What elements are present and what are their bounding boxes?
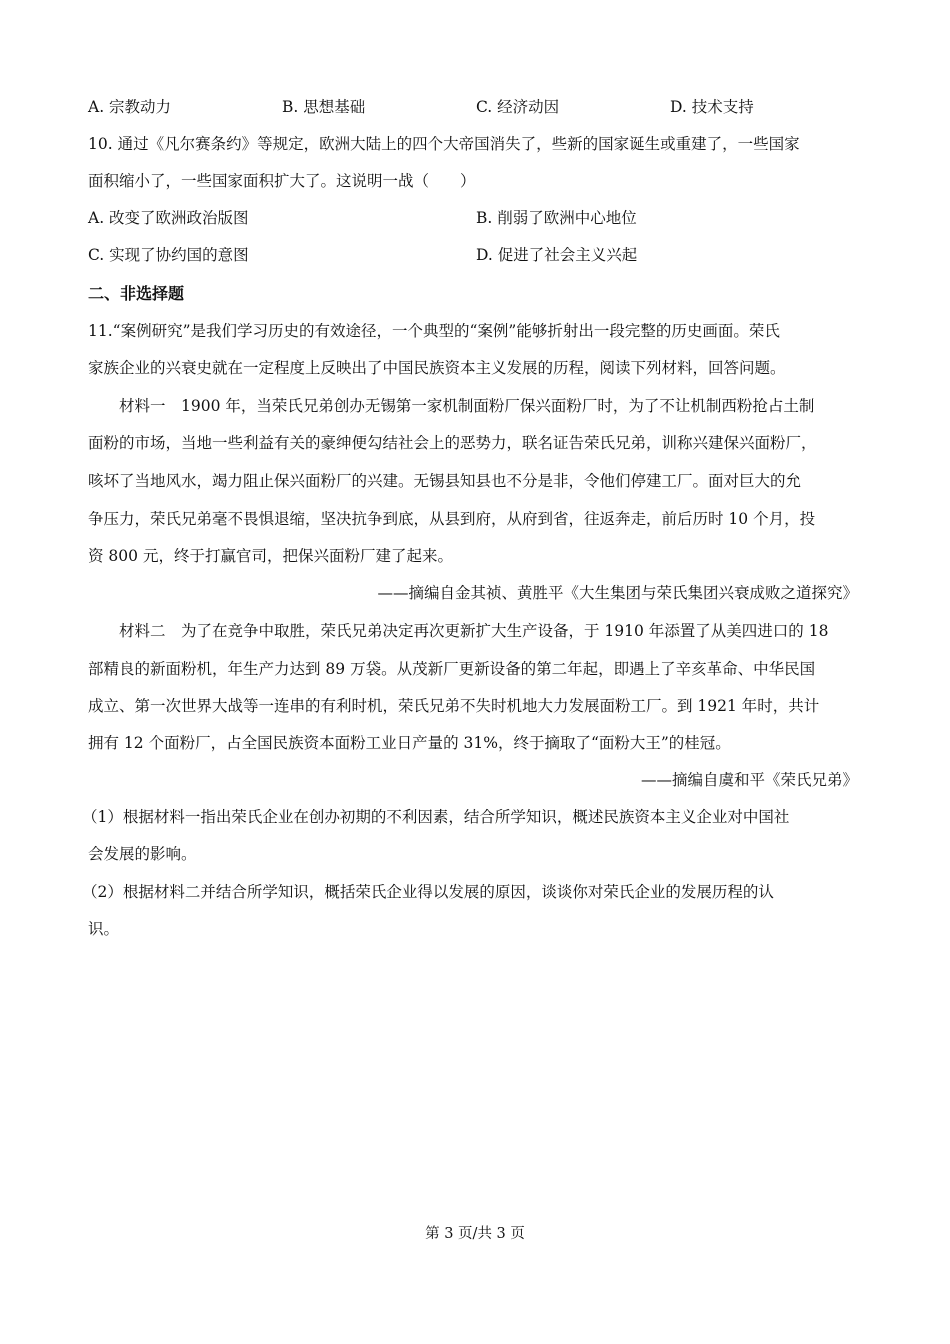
material2-line3: 成立、第一次世界大战等一连串的有利时机，荣氏兄弟不失时机地大力发展面粉工厂。到 1921 年时，共计 xyxy=(88,697,820,715)
material2-source: ——摘编自虞和平《荣氏兄弟》 xyxy=(640,771,858,789)
q10-option-c: C. 实现了协约国的意图 xyxy=(88,246,249,264)
subquestion2-line1: （2）根据材料二并结合所学知识，概括荣氏企业得以发展的原因，谈谈你对荣氏企业的发展历程的认 xyxy=(82,883,774,901)
q9-option-a: A. 宗教动力 xyxy=(88,98,172,116)
page-footer: 第 3 页/共 3 页 xyxy=(425,1226,525,1242)
q9-option-c: C. 经济动因 xyxy=(476,98,560,116)
material1-line3: 咳坏了当地风水，竭力阻止保兴面粉厂的兴建。无锡县知县也不分是非，令他们停建工厂。面对巨大的允 xyxy=(88,472,802,490)
material1-line5: 资 800 元，终于打赢官司，把保兴面粉厂建了起来。 xyxy=(88,547,453,565)
material1-line1: 材料一 1900 年，当荣氏兄弟创办无锡第一家机制面粉厂保兴面粉厂时，为了不让机制西粉抢占土制 xyxy=(119,397,815,415)
q10-option-d: D. 促进了社会主义兴起 xyxy=(476,246,638,264)
section-title: 二、非选择题 xyxy=(88,284,185,303)
q10-option-b: B. 削弱了欧洲中心地位 xyxy=(476,209,637,227)
q10-stem-line1: 10. 通过《凡尔赛条约》等规定，欧洲大陆上的四个大帝国消失了，些新的国家诞生或重建了，一些国家 xyxy=(88,135,800,153)
material2-line1: 材料二 为了在竞争中取胜，荣氏兄弟决定再次更新扩大生产设备，于 1910 年添置了从美四进口的 18 xyxy=(119,622,829,640)
q9-option-b: B. 思想基础 xyxy=(282,98,366,116)
subquestion2-line2: 识。 xyxy=(88,920,120,938)
material2-line4: 拥有 12 个面粉厂，占全国民族资本面粉工业日产量的 31%，终于摘取了“面粉大王”的桂冠。 xyxy=(88,734,731,752)
material1-source: ——摘编自金其祯、黄胜平《大生集团与荣氏集团兴衰成败之道探究》 xyxy=(377,584,858,602)
material1-line2: 面粉的市场，当地一些利益有关的豪绅便勾结社会上的恶势力，联名证告荣氏兄弟，训称兴建保兴面粉厂， xyxy=(88,434,817,452)
q10-option-a: A. 改变了欧洲政治版图 xyxy=(88,209,249,227)
material1-line4: 争压力，荣氏兄弟毫不畏惧退缩，坚决抗争到底，从县到府，从府到省，往返奔走，前后历时 10 个月，投 xyxy=(88,510,816,528)
subquestion1-line1: （1）根据材料一指出荣氏企业在创办初期的不利因素，结合所学知识，概述民族资本主义企业对中国社 xyxy=(82,808,790,826)
subquestion1-line2: 会发展的影响。 xyxy=(88,845,197,863)
material2-line2: 部精良的新面粉机，年生产力达到 89 万袋。从茂新厂更新设备的第二年起，即遇上了辛亥革命、中华民国 xyxy=(88,660,816,678)
q11-intro-line1: 11.“案例研究”是我们学习历史的有效途径，一个典型的“案例”能够折射出一段完整的历史画面。荣氏 xyxy=(88,322,780,340)
q10-stem-line2: 面积缩小了，一些国家面积扩大了。这说明一战（ ） xyxy=(88,172,476,190)
q11-intro-line2: 家族企业的兴衰史就在一定程度上反映出了中国民族资本主义发展的历程，阅读下列材料，回答问题。 xyxy=(88,359,786,377)
q9-option-d: D. 技术支持 xyxy=(670,98,754,116)
